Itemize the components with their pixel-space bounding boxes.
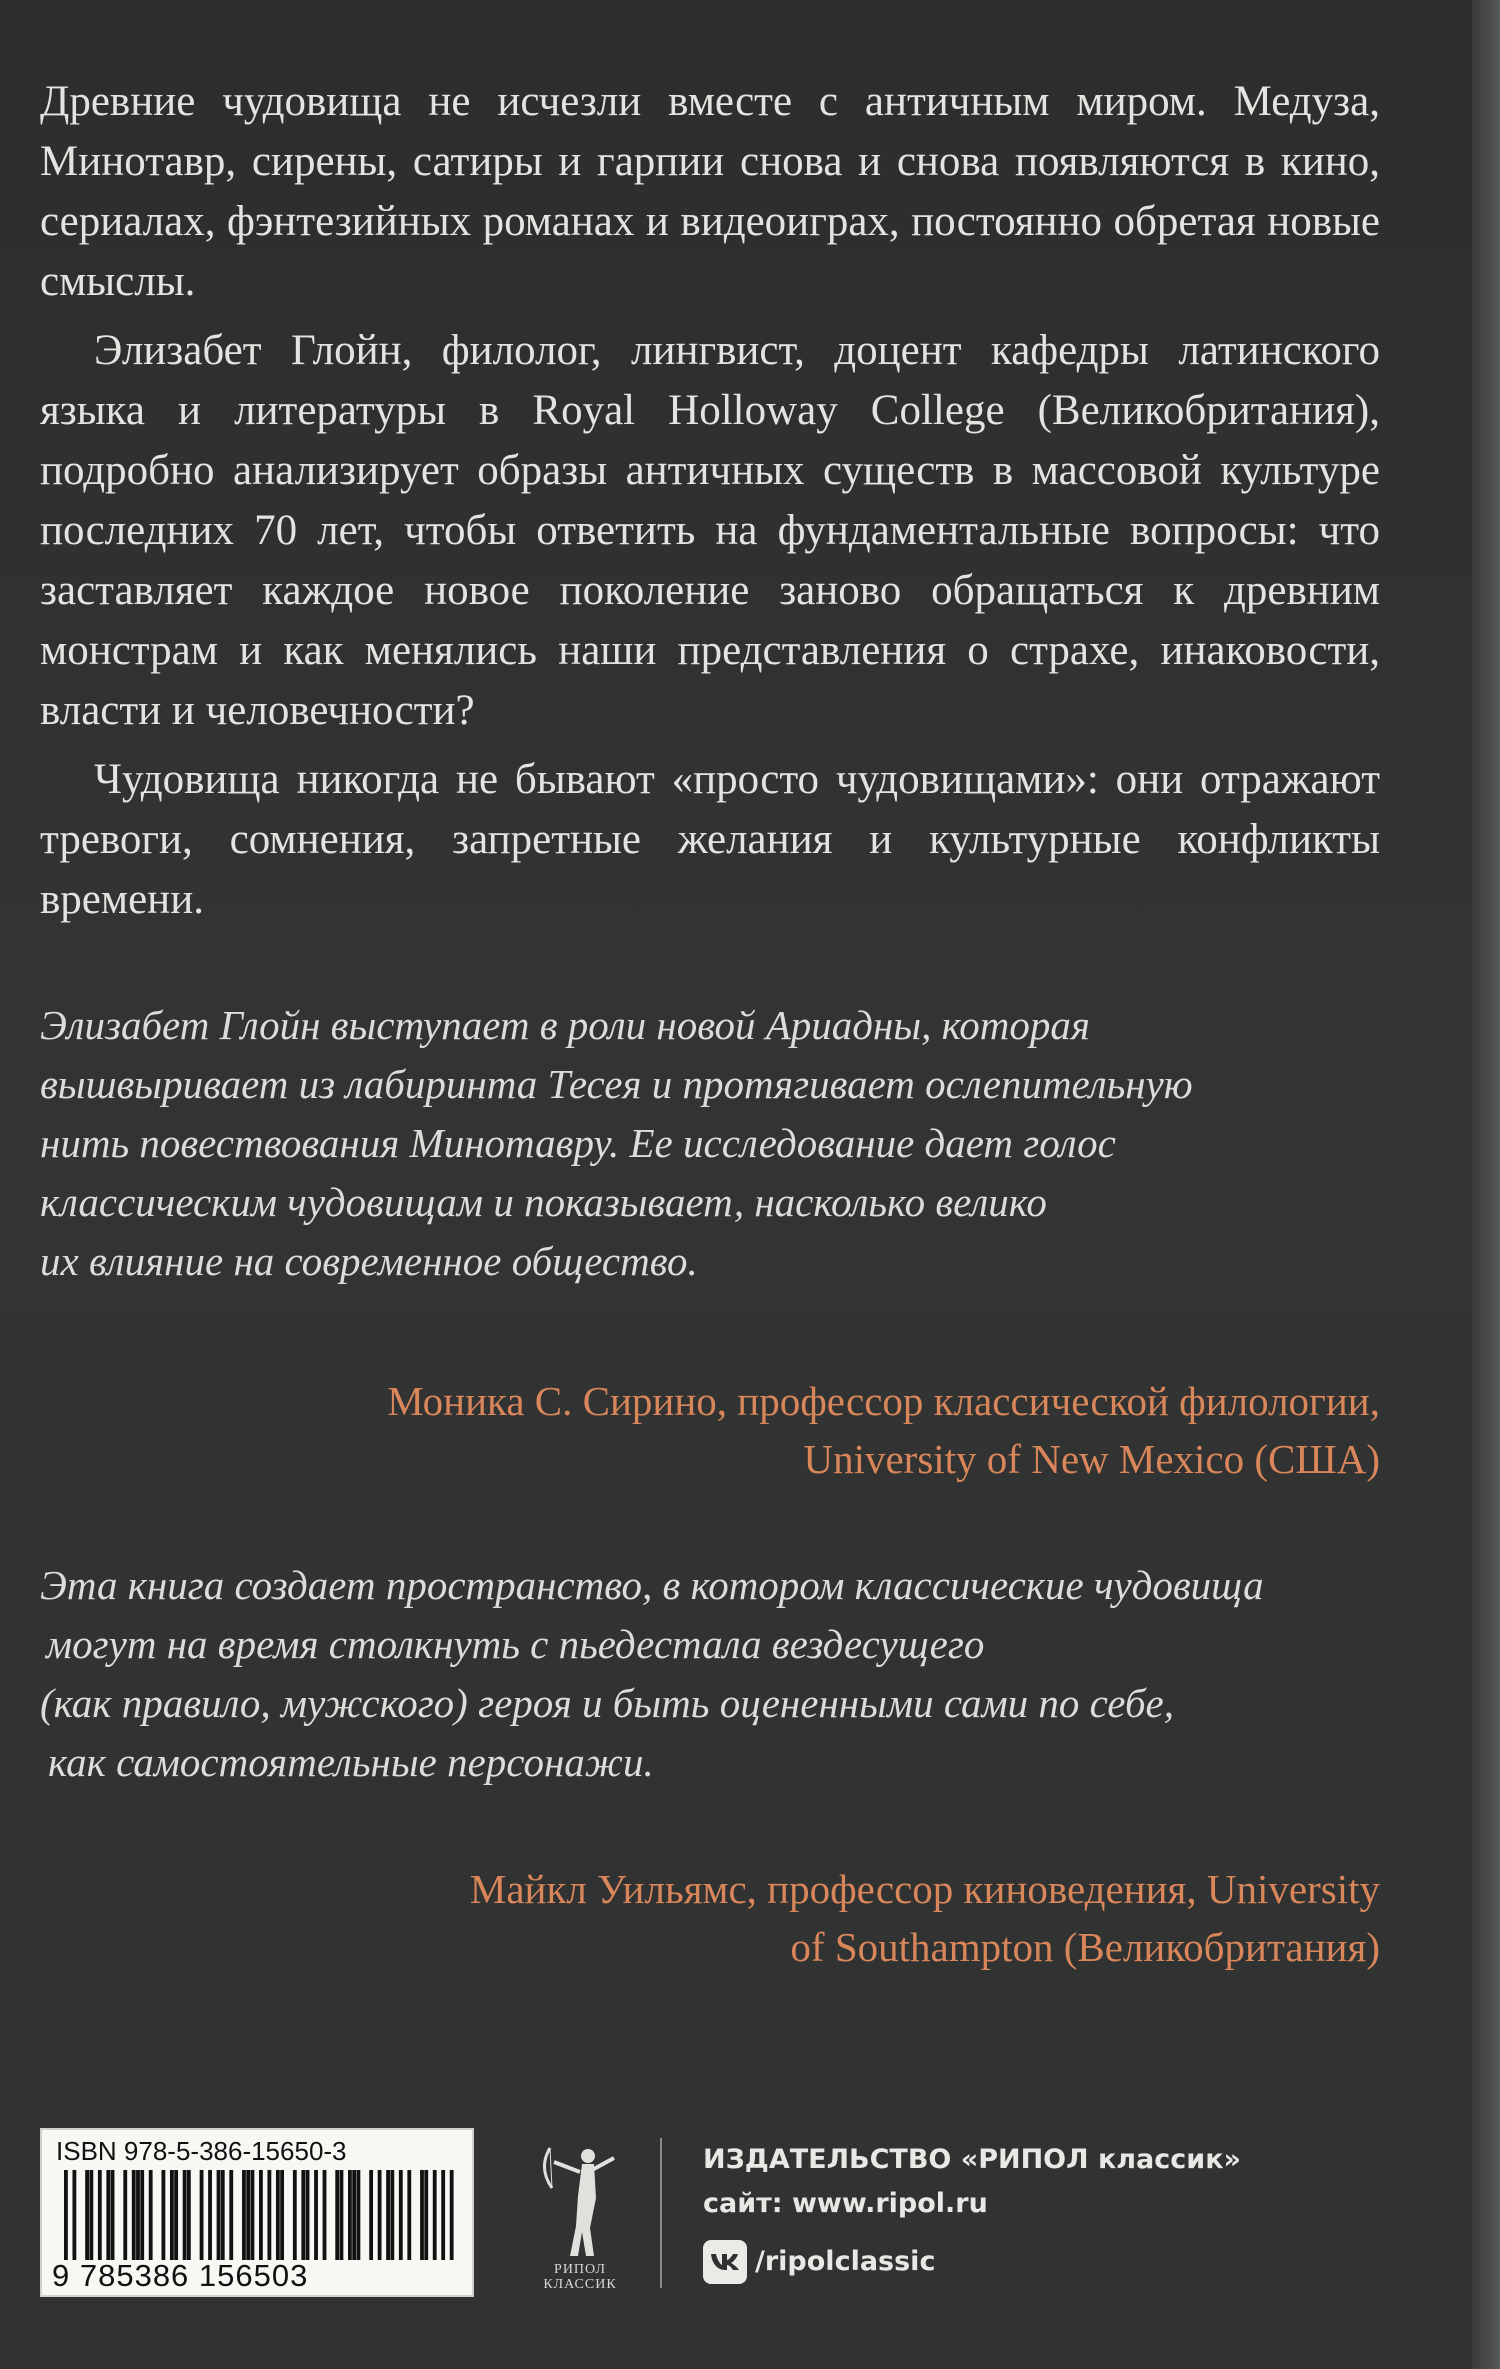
barcode-bar [280, 2170, 284, 2260]
publisher-site[interactable]: сайт: www.ripol.ru [703, 2188, 988, 2219]
barcode-bar [187, 2170, 191, 2260]
barcode-bar [441, 2170, 445, 2260]
isbn-text: ISBN 978-5-386-15650-3 [56, 2136, 347, 2166]
attribution-1-line: Моника С. Сирино, профессор классической филологии, [387, 1378, 1380, 1424]
barcode-bar [149, 2170, 153, 2260]
description-paragraph-2: Элизабет Глойн, филолог, лингвист, доцент кафедры латинского языка и литературы в Royal Holloway College (Великобритания), подробно анализирует образы античных существ в массовой культуре последних 70 лет, чтобы ответить на фундаментальные вопросы: что заставляет каждое новое поколение заново обращаться к древним монстрам и как менялись наши представления о страхе, инаковости, власти и человечности? [40, 327, 1380, 734]
barcode-bar [348, 2170, 352, 2260]
barcode-bar [276, 2170, 280, 2260]
review-2-line: как самостоятельные персонажи. [48, 1739, 654, 1785]
review-1-line: вышвыривает из лабиринта Тесея и протягивает ослепительную [40, 1061, 1193, 1107]
publisher-info [703, 2138, 1241, 2284]
review-1-line: нить повествования Минотавру. Ее исследование дает голос [40, 1120, 1116, 1166]
barcode-bar [246, 2170, 250, 2260]
attribution-2-line: of Southampton (Великобритания) [790, 1924, 1380, 1970]
barcode-bar [390, 2170, 394, 2260]
barcode-bar [352, 2170, 356, 2260]
barcode-bar [323, 2170, 327, 2260]
logo-caption [530, 2262, 630, 2292]
review-attribution-2 [80, 1860, 1380, 1976]
barcode-bar [293, 2170, 297, 2260]
barcode-bar [72, 2170, 76, 2260]
barcode-bar [301, 2170, 305, 2260]
barcode-bar [420, 2170, 424, 2260]
barcode-bar [208, 2170, 212, 2260]
barcode-bar [357, 2170, 361, 2260]
barcode-bar [259, 2170, 263, 2260]
review-1-line: их влияние на современное общество. [40, 1238, 698, 1284]
logo-caption-line: РИПОЛ [554, 2262, 606, 2277]
review-2-line: могут на время столкнуть с пьедестала вездесущего [46, 1621, 985, 1667]
barcode-bar [450, 2170, 454, 2260]
barcode-bar [64, 2170, 68, 2260]
description [40, 72, 1380, 939]
publisher-divider [660, 2138, 662, 2288]
barcode-bar [369, 2170, 373, 2260]
barcode-bar [174, 2170, 178, 2260]
barcode-bar [340, 2170, 344, 2260]
logo-caption-line: КЛАССИК [543, 2277, 617, 2292]
barcode-bar [140, 2170, 144, 2260]
barcode-bar [399, 2170, 403, 2260]
barcode-bar [433, 2170, 437, 2260]
barcode-bar [200, 2170, 204, 2260]
review-attribution-1 [80, 1372, 1380, 1488]
review-2-line: (как правило, мужского) героя и быть оцененными сами по себе, [40, 1680, 1175, 1726]
attribution-2-line: Майкл Уильямс, профессор киноведения, University [469, 1866, 1380, 1912]
barcode-bar [106, 2170, 110, 2260]
barcode-bar [183, 2170, 187, 2260]
vk-handle: /ripolclassic [755, 2246, 936, 2277]
barcode-digits: 9 785386 156503 [52, 2258, 309, 2293]
review-quote-1 [40, 996, 1380, 1291]
publisher-name: ИЗДАТЕЛЬСТВО «РИПОЛ классик» [703, 2144, 1241, 2175]
barcode-bar [85, 2170, 89, 2260]
barcode-bar [170, 2170, 174, 2260]
barcode-bar [424, 2170, 428, 2260]
review-quote-2 [40, 1556, 1380, 1792]
barcode-bar [251, 2170, 255, 2260]
vk-icon [703, 2240, 747, 2284]
barcode-bar [162, 2170, 166, 2260]
barcode-bar [386, 2170, 390, 2260]
barcode-bar [123, 2170, 127, 2260]
barcode-bar [306, 2170, 310, 2260]
barcode-bar [335, 2170, 339, 2260]
description-paragraph-1: Древние чудовища не исчезли вместе с античным миром. Медуза, Минотавр, сирены, сатиры и гарпии снова и снова появляются в кино, сериалах, фэнтезийных романах и видеоиграх, постоянно обретая новые смыслы. [40, 78, 1380, 305]
barcode-bar [229, 2170, 233, 2260]
barcode-bar [89, 2170, 93, 2260]
barcode-bar [136, 2170, 140, 2260]
review-1-line: Элизабет Глойн выступает в роли новой Ариадны, которая [40, 1002, 1090, 1048]
barcode-bar [267, 2170, 271, 2260]
description-paragraph-3: Чудовища никогда не бывают «просто чудовищами»: они отражают тревоги, сомнения, запретные желания и культурные конфликты времени. [40, 756, 1380, 923]
barcode-bar [378, 2170, 382, 2260]
review-1-line: классическим чудовищам и показывает, насколько велико [40, 1179, 1047, 1225]
barcode-label [40, 2128, 474, 2297]
barcode-bar [98, 2170, 102, 2260]
review-2-line: Эта книга создает пространство, в котором классические чудовища [40, 1562, 1264, 1608]
barcode-bar [407, 2170, 411, 2260]
barcode-bars [64, 2170, 454, 2260]
attribution-1-line: University of New Mexico (США) [803, 1436, 1380, 1482]
barcode-bar [242, 2170, 246, 2260]
vk-link[interactable] [703, 2240, 1241, 2284]
barcode-bar [111, 2170, 115, 2260]
barcode-bar [221, 2170, 225, 2260]
barcode-bar [132, 2170, 136, 2260]
barcode-bar [217, 2170, 221, 2260]
barcode-bar [314, 2170, 318, 2260]
cover-edge [1472, 0, 1500, 2369]
